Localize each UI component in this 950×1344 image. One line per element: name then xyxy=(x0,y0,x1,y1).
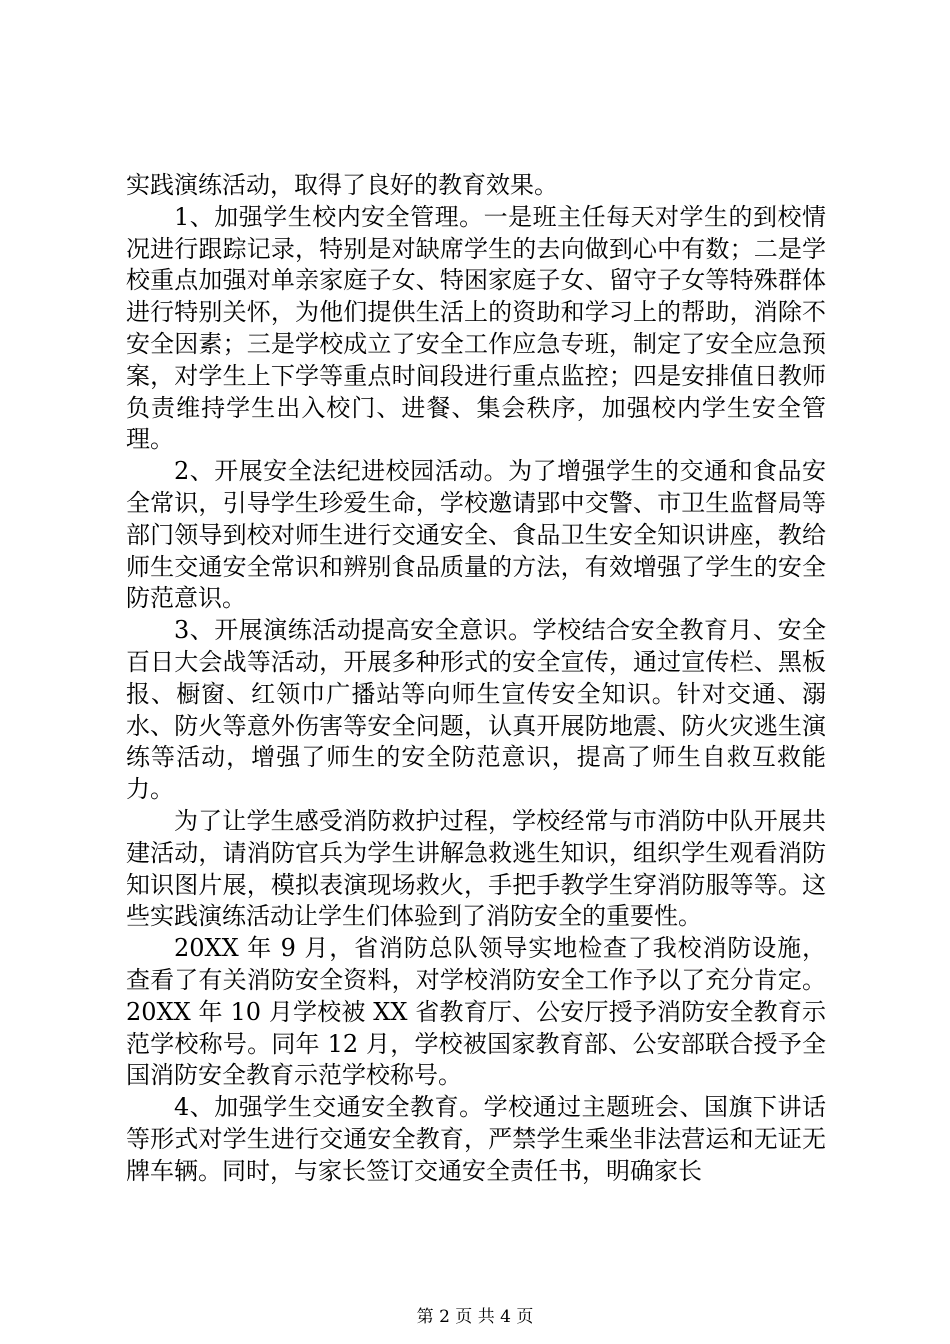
paragraph-fire-rescue: 为了让学生感受消防救护过程，学校经常与市消防中队开展共建活动，请消防官兵为学生讲解急救逃生知识，组织学生观看消防知识图片展，模拟表演现场救火，手把手教学生穿消防服等等。这些实践演练活动让学生们体验到了消防安全的重要性。 xyxy=(126,806,826,931)
page-number-footer: 第 2 页 共 4 页 xyxy=(416,1307,534,1327)
paragraph-campus-safety: 1、加强学生校内安全管理。一是班主任每天对学生的到校情况进行跟踪记录，特别是对缺席学生的去向做到心中有数；二是学校重点加强对单亲家庭子女、特困家庭子女、留守子女等特殊群体进行特别关怀，为他们提供生活上的资助和学习上的帮助，消除不安全因素；三是学校成立了安全工作应急专班，制定了安全应急预案，对学生上下学等重点时间段进行重点监控；四是安排值日教师负责维持学生出入校门、进餐、集会秩序，加强校内学生安全管理。 xyxy=(126,202,826,454)
paragraph-fire-honors: 20XX 年 9 月，省消防总队领导实地检查了我校消防设施，查看了有关消防安全资料，对学校消防安全工作予以了充分肯定。20XX 年 10 月学校被 XX 省教育厅、公安厅授予消防安全教育示范学校称号。同年 12 月，学校被国家教育部、公安部联合授予全国消防安全教育示范学校称号。 xyxy=(126,934,826,1090)
paragraph-traffic-safety: 4、加强学生交通安全教育。学校通过主题班会、国旗下讲话等形式对学生进行交通安全教育，严禁学生乘坐非法营运和无证无牌车辆。同时，与家长签订交通安全责任书，明确家长 xyxy=(126,1093,826,1185)
paragraph-drill-activities: 3、开展演练活动提高安全意识。学校结合安全教育月、安全百日大会战等活动，开展多种形式的安全宣传，通过宣传栏、黑板报、橱窗、红领巾广播站等向师生宣传安全知识。针对交通、溺水、防火等意外伤害等安全问题，认真开展防地震、防火灾逃生演练等活动，增强了师生的安全防范意识，提高了师生自救互救能力。 xyxy=(126,616,826,804)
paragraph-law-education: 2、开展安全法纪进校园活动。为了增强学生的交通和食品安全常识，引导学生珍爱生命，学校邀请郢中交警、市卫生监督局等部门领导到校对师生进行交通安全、食品卫生安全知识讲座，教给师生交通安全常识和辨别食品质量的方法，有效增强了学生的安全防范意识。 xyxy=(126,457,826,613)
paragraph-continuation: 实践演练活动，取得了良好的教育效果。 xyxy=(126,171,558,199)
document-body xyxy=(126,170,826,1188)
